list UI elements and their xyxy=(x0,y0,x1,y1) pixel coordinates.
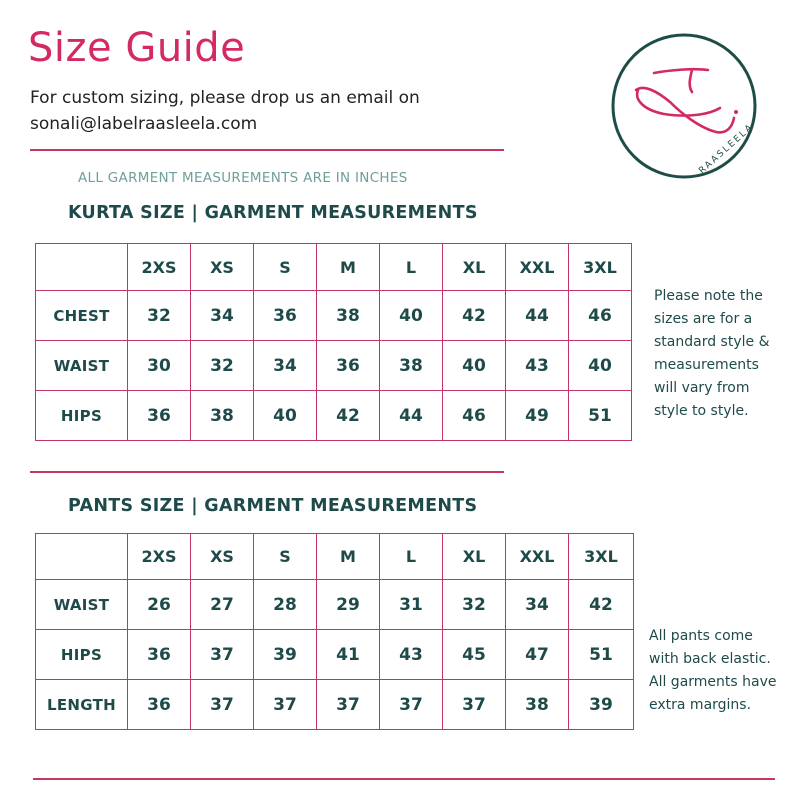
row-label: CHEST xyxy=(36,291,128,341)
measurement-cell: 32 xyxy=(128,291,191,341)
kurta-side-note xyxy=(654,285,770,423)
measurement-cell: 41 xyxy=(317,630,380,680)
table-header-row xyxy=(36,534,634,580)
measurement-cell: 44 xyxy=(380,391,443,441)
measurement-cell: 42 xyxy=(569,580,634,630)
logo-mark xyxy=(636,69,734,132)
size-header: 3XL xyxy=(569,244,632,291)
kurta-section-title: KURTA SIZE | GARMENT MEASUREMENTS xyxy=(68,203,478,223)
size-header: XS xyxy=(191,534,254,580)
measurement-cell: 47 xyxy=(506,630,569,680)
table-header-row xyxy=(36,244,632,291)
measurement-cell: 34 xyxy=(506,580,569,630)
corner-cell xyxy=(36,534,128,580)
measurement-cell: 36 xyxy=(128,391,191,441)
table-row xyxy=(36,680,634,730)
measurement-cell: 26 xyxy=(128,580,191,630)
measurement-cell: 27 xyxy=(191,580,254,630)
size-header: 2XS xyxy=(128,244,191,291)
size-header: S xyxy=(254,534,317,580)
note-line: style to style. xyxy=(654,403,749,419)
measurement-cell: 37 xyxy=(443,680,506,730)
measurement-cell: 49 xyxy=(506,391,569,441)
size-header: XL xyxy=(443,534,506,580)
table-row xyxy=(36,580,634,630)
table-row xyxy=(36,291,632,341)
measurement-cell: 40 xyxy=(254,391,317,441)
note-line: All garments have xyxy=(649,674,777,690)
row-label: WAIST xyxy=(36,341,128,391)
size-header: S xyxy=(254,244,317,291)
measurement-cell: 45 xyxy=(443,630,506,680)
size-header: XL xyxy=(443,244,506,291)
size-header: L xyxy=(380,534,443,580)
measurement-cell: 38 xyxy=(506,680,569,730)
measurement-cell: 40 xyxy=(380,291,443,341)
units-note: ALL GARMENT MEASUREMENTS ARE IN INCHES xyxy=(78,170,408,186)
size-header: M xyxy=(317,244,380,291)
measurement-cell: 36 xyxy=(254,291,317,341)
note-line: All pants come xyxy=(649,628,753,644)
measurement-cell: 42 xyxy=(317,391,380,441)
note-line: Please note the xyxy=(654,288,763,304)
measurement-cell: 32 xyxy=(443,580,506,630)
measurement-cell: 36 xyxy=(128,680,191,730)
measurement-cell: 40 xyxy=(443,341,506,391)
row-label: WAIST xyxy=(36,580,128,630)
measurement-cell: 51 xyxy=(569,630,634,680)
measurement-cell: 39 xyxy=(569,680,634,730)
size-header: XXL xyxy=(506,534,569,580)
measurement-cell: 29 xyxy=(317,580,380,630)
pants-size-table xyxy=(35,533,634,730)
table-row xyxy=(36,630,634,680)
measurement-cell: 46 xyxy=(569,291,632,341)
measurement-cell: 43 xyxy=(506,341,569,391)
measurement-cell: 37 xyxy=(317,680,380,730)
divider xyxy=(30,471,504,473)
note-line: sizes are for a xyxy=(654,311,753,327)
measurement-cell: 46 xyxy=(443,391,506,441)
measurement-cell: 42 xyxy=(443,291,506,341)
note-line: will vary from xyxy=(654,380,750,396)
measurement-cell: 37 xyxy=(380,680,443,730)
logo-brand-text: RAASLEELA xyxy=(697,122,756,177)
size-header: 2XS xyxy=(128,534,191,580)
measurement-cell: 37 xyxy=(254,680,317,730)
row-label: LENGTH xyxy=(36,680,128,730)
size-header: M xyxy=(317,534,380,580)
row-label: HIPS xyxy=(36,630,128,680)
note-line: with back elastic. xyxy=(649,651,771,667)
table-row xyxy=(36,391,632,441)
measurement-cell: 36 xyxy=(317,341,380,391)
measurement-cell: 31 xyxy=(380,580,443,630)
measurement-cell: 28 xyxy=(254,580,317,630)
measurement-cell: 38 xyxy=(317,291,380,341)
contact-email[interactable]: sonali@labelraasleela.com xyxy=(30,114,258,134)
measurement-cell: 51 xyxy=(569,391,632,441)
note-line: standard style & xyxy=(654,334,770,350)
size-header: L xyxy=(380,244,443,291)
size-header: 3XL xyxy=(569,534,634,580)
measurement-cell: 36 xyxy=(128,630,191,680)
divider xyxy=(30,149,504,151)
measurement-cell: 34 xyxy=(254,341,317,391)
page-title: Size Guide xyxy=(28,25,246,71)
brand-logo xyxy=(610,32,758,180)
pants-section-title: PANTS SIZE | GARMENT MEASUREMENTS xyxy=(68,496,478,516)
note-line: extra margins. xyxy=(649,697,752,713)
row-label: HIPS xyxy=(36,391,128,441)
measurement-cell: 43 xyxy=(380,630,443,680)
corner-cell xyxy=(36,244,128,291)
size-header: XXL xyxy=(506,244,569,291)
measurement-cell: 38 xyxy=(191,391,254,441)
table-row xyxy=(36,341,632,391)
kurta-size-table xyxy=(35,243,632,441)
measurement-cell: 44 xyxy=(506,291,569,341)
note-line: measurements xyxy=(654,357,759,373)
pants-side-note xyxy=(649,625,777,717)
measurement-cell: 37 xyxy=(191,680,254,730)
measurement-cell: 39 xyxy=(254,630,317,680)
measurement-cell: 32 xyxy=(191,341,254,391)
measurement-cell: 30 xyxy=(128,341,191,391)
divider xyxy=(33,778,775,780)
measurement-cell: 37 xyxy=(191,630,254,680)
intro-text: For custom sizing, please drop us an email on xyxy=(30,88,420,108)
measurement-cell: 40 xyxy=(569,341,632,391)
measurement-cell: 34 xyxy=(191,291,254,341)
measurement-cell: 38 xyxy=(380,341,443,391)
size-header: XS xyxy=(191,244,254,291)
